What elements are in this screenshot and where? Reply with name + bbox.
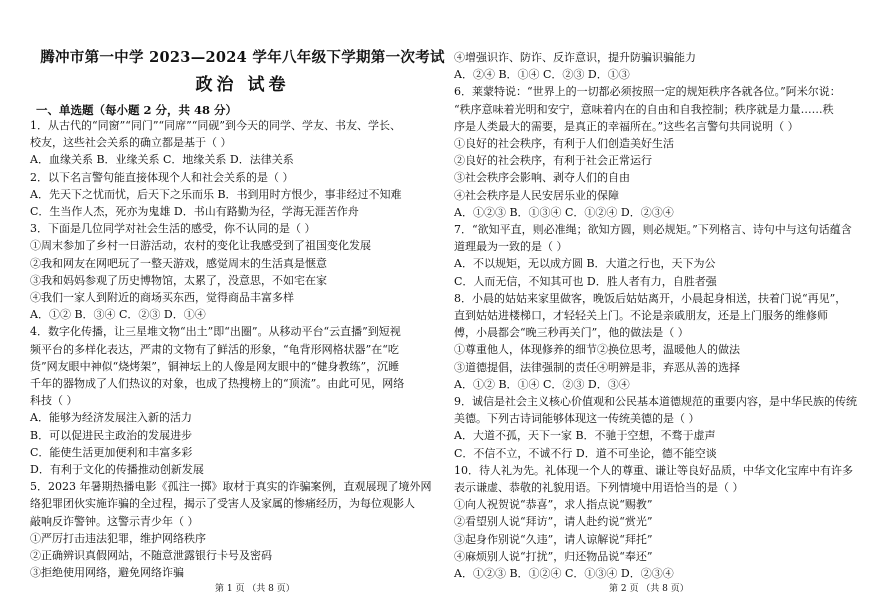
question-line: 6．莱蒙特说：“世界上的一切都必须按照一定的规矩秩序各就各位。”阿米尔说：: [454, 85, 841, 99]
question-line: 频平台的多样化表达，严肃的文物有了鲜活的形象，“龟背形网格状器”在“吃: [30, 342, 399, 356]
question-line: ④麻烦别人说“打扰”，归还物品说“奉还”: [454, 549, 653, 563]
question-line: 2．以下名言警句能直接体现个人和社会关系的是（ ）: [30, 170, 294, 184]
question-line: 校友，这些社会关系的确立都是基于（ ）: [30, 136, 232, 150]
page-2-footer: 第 2 页 （共 8 页）: [609, 584, 689, 594]
question-line: 9．诚信是社会主义核心价值观和公民基本道德规范的重要内容，是中华民族的传统: [454, 395, 857, 408]
section-heading: 一、单选题（每小题 2 分，共 48 分）: [36, 103, 238, 117]
question-line: 络犯罪团伙实施诈骗的全过程，揭示了受害人及家属的惨痛经历，为每位观影人: [30, 497, 415, 511]
question-line: C．人而无信，不知其可也 D．胜人者有力，自胜者强: [454, 274, 717, 288]
question-line: ①严厉打击违法犯罪，维护网络秩序: [30, 531, 206, 545]
question-line: ③道德提倡，法律强制的责任④明辨是非，弃恶从善的选择: [454, 360, 740, 374]
exam-title: 腾冲市第一中学 2023—2024 学年八年级下学期第一次考试: [40, 49, 445, 66]
question-line: 10．待人礼为先。礼体现一个人的尊重、谦让等良好品质，中华文化宝库中有许多: [454, 463, 853, 477]
question-line: ③我和妈妈参观了历史博物馆，太累了，没意思，不如宅在家: [30, 273, 327, 287]
question-line: A．①②③ B．①②④ C．①③④ D．②③④: [454, 567, 674, 580]
question-line: 千年的器物成了人们热议的对象，也成了热搜榜上的“顶流”。由此可见，网络: [30, 377, 405, 390]
question-line: A．血缘关系 B．业缘关系 C．地缘关系 D．法律关系: [30, 153, 294, 167]
question-line: A．①②③ B．①③④ C．①②④ D．②③④: [454, 205, 674, 219]
question-line: B．可以促进民主政治的发展进步: [30, 428, 193, 442]
question-line: 货”网友眼中神似“烧烤架”，铜神坛上的人像是网友眼中的“健身教练”，沉睡: [30, 359, 400, 373]
question-line: ③社会秩序会影响、剥夺人们的自由: [454, 171, 630, 185]
question-line: A．大道不孤，天下一家 B．不驰于空想，不骛于虚声: [454, 429, 716, 443]
question-line: A．①② B．③④ C．②③ D．①④: [30, 308, 206, 322]
question-line: 5．2023 年暑期热播电影《孤注一掷》取材于真实的诈骗案例，直观展现了境外网: [30, 480, 432, 494]
question-line: 3．下面是几位同学对社会生活的感受，你不认同的是（ ）: [30, 222, 316, 236]
question-line: A．能够为经济发展注入新的活力: [30, 411, 192, 425]
question-line: A．不以规矩，无以成方圆 B．大道之行也，天下为公: [454, 257, 716, 271]
page-1-footer: 第 1 页 （共 8 页）: [215, 584, 295, 594]
question-line: A．①② B．①④ C．②③ D．③④: [454, 377, 630, 391]
question-line: ①尊重他人，体现修养的细节②换位思考，温暖他人的做法: [454, 343, 740, 357]
question-line: ②良好的社会秩序，有利于社会正常运行: [454, 154, 652, 168]
question-line: 表示谦虚、恭敬的礼貌用语。下列情境中用语恰当的是（ ）: [454, 481, 744, 494]
question-line: ①向人祝贺说“恭喜”，求人指点说“赐教”: [454, 498, 653, 512]
question-line: A．②④ B．①④ C．②③ D．①③: [454, 68, 630, 82]
question-line: C．生当作人杰，死亦为鬼雄 D．书山有路勤为径，学海无涯苦作舟: [30, 205, 359, 218]
question-line: ①周末参加了乡村一日游活动，农村的变化让我感受到了祖国变化发展: [30, 239, 371, 253]
question-line: ④增强识诈、防诈、反诈意识，提升防骗识骗能力: [454, 51, 696, 64]
question-line: 道理最为一致的是（ ）: [454, 240, 568, 254]
question-line: “秩序意味着光明和安宁，意味着内在的自由和自我控制；秩序就是力量……秩: [454, 102, 834, 116]
question-line: 7．“欲知平直，则必准绳；欲知方圆，则必规矩。”下列格言、诗句中与这句话蕴含: [454, 223, 852, 236]
question-line: ④社会秩序是人民安居乐业的保障: [454, 188, 619, 202]
question-line: 傅，小晨都会“晚三秒再关门”，他的做法是（ ）: [454, 326, 689, 340]
question-line: C．不信不立，不诚不行 D．道不可坐论，德不能空谈: [454, 446, 717, 460]
question-line: ③起身作别说“久违”，请人谅解说“拜托”: [454, 532, 653, 546]
question-line: 直到姑姑进楼梯口，才轻轻关上门。不论是亲戚朋友，还是上门服务的维修师: [454, 309, 828, 322]
question-line: C．能使生活更加便利和丰富多彩: [30, 445, 193, 459]
question-line: ①良好的社会秩序，有利于人们创造美好生活: [454, 137, 674, 150]
question-line: 8．小晨的姑姑来家里做客，晚饭后姑姑离开，小晨起身相送，扶着门说“再见”，: [454, 291, 847, 305]
question-line: A．先天下之忧而忧，后天下之乐而乐 B．书到用时方恨少，事非经过不知难: [30, 187, 402, 201]
question-line: 1．从古代的“同窗”“同门”“同席”“同砚”到今天的同学、学友、书友、学长、: [30, 119, 401, 132]
question-line: 科技（ ）: [30, 394, 78, 408]
question-line: ④我们一家人到附近的商场买东西，觉得商品丰富多样: [30, 291, 294, 304]
question-line: 序是人类最大的需要，是真正的幸福所在。”这些名言警句共同说明（ ）: [454, 119, 799, 133]
question-line: ②正确辨识真假网站，不随意泄露银行卡号及密码: [30, 549, 272, 562]
question-line: D．有利于文化的传播推动创新发展: [30, 463, 204, 476]
exam-subtitle: 政治 试卷: [195, 75, 290, 95]
question-line: 敲响反诈警钟。这警示青少年（ ）: [30, 514, 199, 528]
question-line: ②我和网友在网吧玩了一整天游戏，感觉周末的生活真是惬意: [30, 256, 327, 270]
question-line: ③拒绝使用网络，避免网络诈骗: [30, 566, 184, 580]
question-line: 美德。下列古诗词能够体现这一传统美德的是（ ）: [454, 412, 700, 426]
question-line: 4．数字化传播，让三星堆文物“出土”即“出圈”。从移动平台“云直播”到短视: [30, 325, 401, 339]
question-line: ②看望别人说“拜访”，请人赴约说“赏光”: [454, 515, 653, 529]
